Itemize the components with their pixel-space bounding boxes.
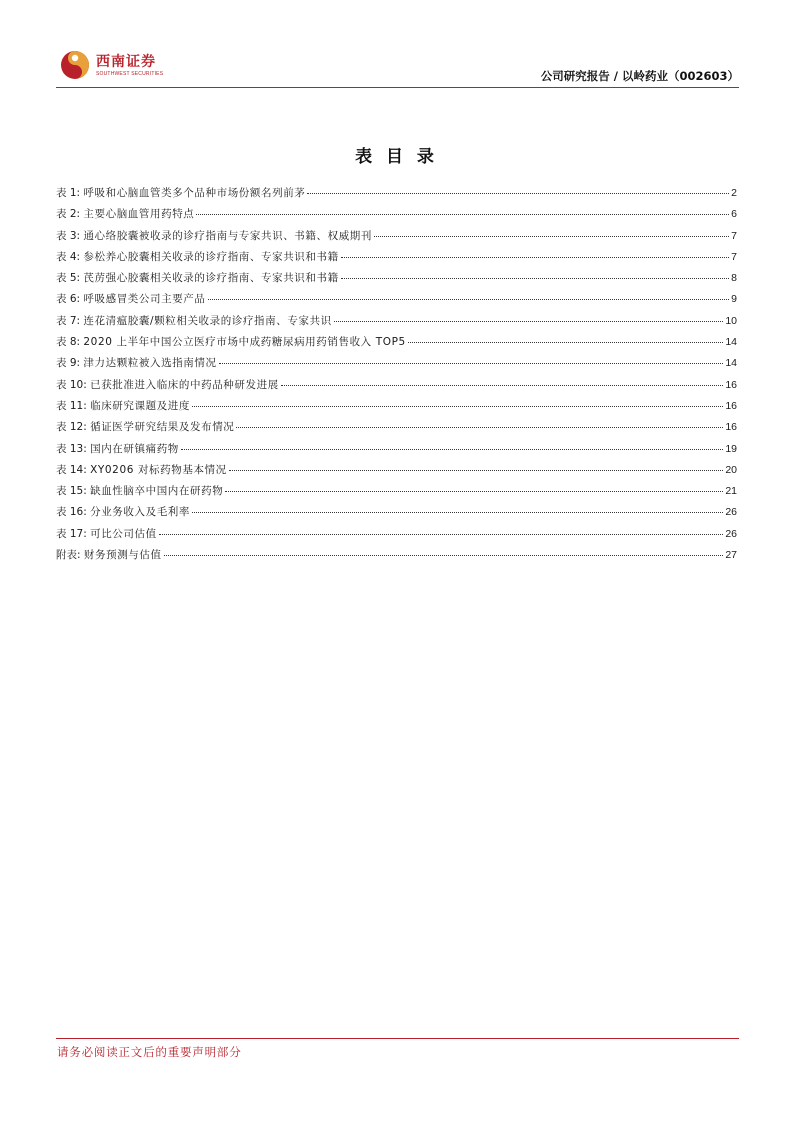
disclaimer-note: 请务必阅读正文后的重要声明部分 (57, 1045, 242, 1059)
toc-entry-label: 表 14: (56, 463, 87, 476)
toc-dot-leader (281, 385, 724, 386)
toc-entry[interactable] (56, 249, 737, 270)
logo-emblem-icon (60, 50, 90, 80)
toc-entry-page: 2 (731, 187, 737, 199)
toc-entry-label: 附表: (56, 549, 81, 562)
toc-dot-leader (341, 278, 729, 279)
toc-entry-label: 表 10: (56, 378, 87, 391)
toc-entry-page: 14 (725, 336, 737, 349)
toc-dot-leader (225, 491, 723, 492)
toc-entry-title: 参松养心胶囊相关收录的诊疗指南、专家共识和书籍 (83, 250, 339, 263)
toc-entry[interactable] (56, 504, 737, 525)
toc-dot-leader (334, 321, 724, 322)
toc-entry-title: 连花清瘟胶囊/颗粒相关收录的诊疗指南、专家共识 (83, 314, 332, 327)
toc-dot-leader (236, 427, 723, 428)
toc-entry[interactable] (56, 185, 737, 206)
toc-entry-page: 6 (731, 208, 737, 221)
toc-dot-leader (219, 363, 724, 364)
toc-entry[interactable] (56, 334, 737, 355)
toc-entry-page: 27 (725, 549, 737, 562)
toc-entry[interactable] (56, 355, 737, 376)
report-title: 公司研究报告 / 以岭药业（002603） (540, 69, 739, 83)
toc-entry[interactable] (56, 291, 737, 312)
toc-entry-title: 国内在研镇痛药物 (90, 442, 179, 455)
toc-entry-title: 已获批准进入临床的中药品种研发进展 (90, 378, 279, 391)
toc-entry-title: 临床研究课题及进度 (90, 399, 190, 412)
toc-entry[interactable] (56, 228, 737, 249)
toc-entry-title: 呼吸感冒类公司主要产品 (83, 293, 206, 306)
toc-entry-label: 表 1: (56, 187, 81, 199)
toc-entry-title: 通心络胶囊被收录的诊疗指南与专家共识、书籍、权威期刊 (83, 229, 373, 242)
toc-entry-label: 表 7: (56, 314, 81, 327)
toc-entry[interactable] (56, 462, 737, 483)
toc-heading: 表 目 录 (355, 147, 438, 167)
toc-entry-title: 2020 上半年中国公立医疗市场中成药糖尿病用药销售收入 TOP5 (83, 336, 406, 349)
toc-dot-leader (196, 214, 729, 215)
toc-entry-label: 表 2: (56, 208, 81, 221)
toc-entry-title: 分业务收入及毛利率 (90, 506, 190, 519)
toc-dot-leader (341, 257, 729, 258)
toc-dot-leader (229, 470, 724, 471)
toc-entry-label: 表 3: (56, 229, 81, 242)
toc-entry-label: 表 4: (56, 250, 81, 263)
toc-entry-page: 16 (725, 378, 737, 391)
toc-entry-page: 26 (725, 506, 737, 519)
footer-divider (56, 1038, 739, 1039)
toc-dot-leader (164, 555, 724, 556)
header-divider (56, 87, 739, 88)
toc-entry-page: 19 (725, 442, 737, 455)
toc-entry[interactable] (56, 398, 737, 419)
logo-chinese-name: 西南证券 (96, 54, 156, 70)
toc-entry-page: 14 (725, 357, 737, 370)
toc-entry[interactable] (56, 270, 737, 291)
toc-entry-page: 9 (731, 293, 737, 306)
toc-entry[interactable] (56, 313, 737, 334)
company-logo (56, 46, 196, 88)
toc-entry-page: 8 (731, 272, 737, 285)
toc-dot-leader (192, 406, 723, 407)
toc-entry[interactable] (56, 419, 737, 440)
toc-entry[interactable] (56, 526, 737, 547)
toc-entry-title: 财务预测与估值 (83, 549, 162, 562)
toc-entry-title: 津力达颗粒被入选指南情况 (83, 357, 217, 370)
toc-dot-leader (208, 299, 730, 300)
toc-entry-label: 表 17: (56, 527, 87, 540)
toc-entry-page: 16 (725, 421, 737, 434)
toc-entry-label: 表 9: (56, 357, 81, 370)
toc-entry-label: 表 13: (56, 442, 87, 455)
toc-entry-title: XY0206 对标药物基本情况 (90, 463, 227, 476)
toc-entry-page: 10 (725, 314, 737, 327)
toc-dot-leader (159, 534, 724, 535)
toc-entry-title: 循证医学研究结果及发布情况 (90, 421, 235, 434)
toc-entry-page: 16 (725, 399, 737, 412)
toc-entry-title: 可比公司估值 (90, 527, 157, 540)
toc-entry-page: 7 (731, 229, 737, 242)
toc-dot-leader (408, 342, 724, 343)
toc-entry-page: 7 (731, 250, 737, 263)
toc-entry[interactable] (56, 377, 737, 398)
toc-entry-label: 表 5: (56, 272, 81, 285)
toc-dot-leader (374, 236, 729, 237)
toc-entry-label: 表 11: (56, 399, 87, 412)
toc-entry[interactable] (56, 206, 737, 227)
toc-dot-leader (181, 449, 723, 450)
toc-entry[interactable] (56, 547, 737, 568)
toc-entry[interactable] (56, 441, 737, 462)
toc-entry-label: 表 16: (56, 506, 87, 519)
page-header (56, 46, 739, 88)
toc-dot-leader (192, 512, 723, 513)
toc-entry-title: 主要心脑血管用药特点 (83, 208, 195, 221)
toc-entry-page: 26 (725, 527, 737, 540)
toc-entry-title: 呼吸和心脑血管类多个品种市场份额名列前茅 (83, 187, 306, 199)
table-of-tables (56, 185, 737, 568)
toc-entry-title: 芪苈强心胶囊相关收录的诊疗指南、专家共识和书籍 (83, 272, 339, 285)
toc-entry-label: 表 6: (56, 293, 81, 306)
toc-entry-page: 20 (725, 463, 737, 476)
toc-entry[interactable] (56, 483, 737, 504)
toc-entry-title: 缺血性脑卒中国内在研药物 (90, 485, 224, 498)
toc-entry-label: 表 8: (56, 336, 81, 349)
toc-dot-leader (307, 193, 729, 194)
toc-entry-page: 21 (725, 485, 737, 498)
toc-entry-label: 表 12: (56, 421, 87, 434)
toc-entry-label: 表 15: (56, 485, 87, 498)
logo-english-name: SOUTHWEST SECURITIES (96, 71, 164, 77)
